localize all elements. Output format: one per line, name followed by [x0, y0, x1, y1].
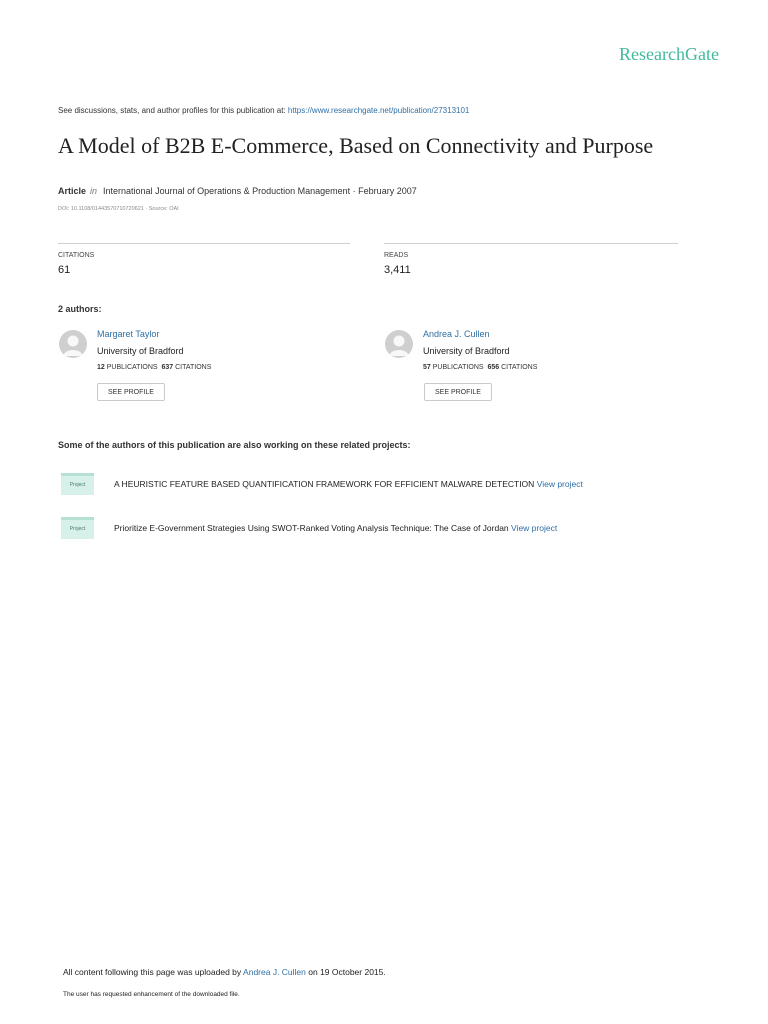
- author-citations-count: 637: [161, 364, 174, 371]
- see-discussions-line: [58, 106, 469, 115]
- author-publications-label: PUBLICATIONS: [432, 364, 484, 371]
- citations-value: 61: [58, 264, 71, 276]
- author-citations-label: CITATIONS: [501, 364, 538, 371]
- author-publications-label: PUBLICATIONS: [106, 364, 158, 371]
- reads-divider: [384, 243, 678, 244]
- author-citations-label: CITATIONS: [175, 364, 212, 371]
- paper-title: A Model of B2B E-Commerce, Based on Connectivity and Purpose: [58, 133, 654, 158]
- author-stats: [423, 364, 537, 371]
- author-institution: University of Bradford: [423, 346, 510, 356]
- enhancement-request-note: The user has requested enhancement of the downloaded file.: [63, 991, 240, 998]
- citations-label: CITATIONS: [58, 252, 95, 259]
- view-project-link[interactable]: View project: [536, 479, 583, 489]
- project-icon[interactable]: Project: [61, 473, 94, 495]
- upload-prefix: All content following this page was uploaded by: [63, 967, 244, 977]
- publication-url-link[interactable]: https://www.researchgate.net/publication/27313101: [287, 106, 470, 115]
- related-projects-heading: Some of the authors of this publication are also working on these related projects:: [58, 440, 411, 450]
- view-project-link[interactable]: View project: [511, 523, 558, 533]
- article-type: Article: [58, 186, 87, 196]
- author-citations-count: 656: [487, 364, 500, 371]
- author-institution: University of Bradford: [97, 346, 184, 356]
- project-title: A HEURISTIC FEATURE BASED QUANTIFICATION FRAMEWORK FOR EFFICIENT MALWARE DETECTION: [114, 479, 535, 489]
- author-avatar[interactable]: [59, 330, 87, 358]
- author-publications-count: 57: [423, 364, 431, 371]
- see-discussions-text: See discussions, stats, and author profiles for this publication at:: [58, 106, 288, 115]
- upload-suffix: on 19 October 2015.: [305, 967, 386, 977]
- journal-venue: International Journal of Operations & Production Management · February 2007: [103, 186, 417, 196]
- related-project-item: [114, 479, 583, 489]
- person-icon: [385, 330, 413, 358]
- project-icon[interactable]: Project: [61, 517, 94, 539]
- authors-count: 2 authors:: [58, 304, 102, 314]
- author-stats: [97, 364, 211, 371]
- project-title: Prioritize E-Government Strategies Using SWOT-Ranked Voting Analysis Technique: The Case of Jordan: [114, 523, 509, 533]
- see-profile-button[interactable]: SEE PROFILE: [424, 383, 492, 401]
- author-name-link[interactable]: Andrea J. Cullen: [423, 329, 490, 339]
- author-publications-count: 12: [97, 364, 105, 371]
- author-avatar[interactable]: [385, 330, 413, 358]
- in-word: in: [90, 186, 98, 196]
- upload-note: [63, 967, 386, 977]
- article-meta: [58, 186, 417, 196]
- person-icon: [59, 330, 87, 358]
- reads-value: 3,411: [384, 264, 411, 276]
- researchgate-logo[interactable]: ResearchGate: [619, 44, 719, 64]
- see-profile-button[interactable]: SEE PROFILE: [97, 383, 165, 401]
- uploader-link[interactable]: Andrea J. Cullen: [243, 967, 306, 977]
- reads-label: READS: [384, 252, 409, 259]
- doi-line: DOI: 10.1108/01443570710720621 · Source: OAI: [58, 206, 179, 212]
- citations-divider: [58, 243, 350, 244]
- author-name-link[interactable]: Margaret Taylor: [97, 329, 160, 339]
- related-project-item: [114, 523, 557, 533]
